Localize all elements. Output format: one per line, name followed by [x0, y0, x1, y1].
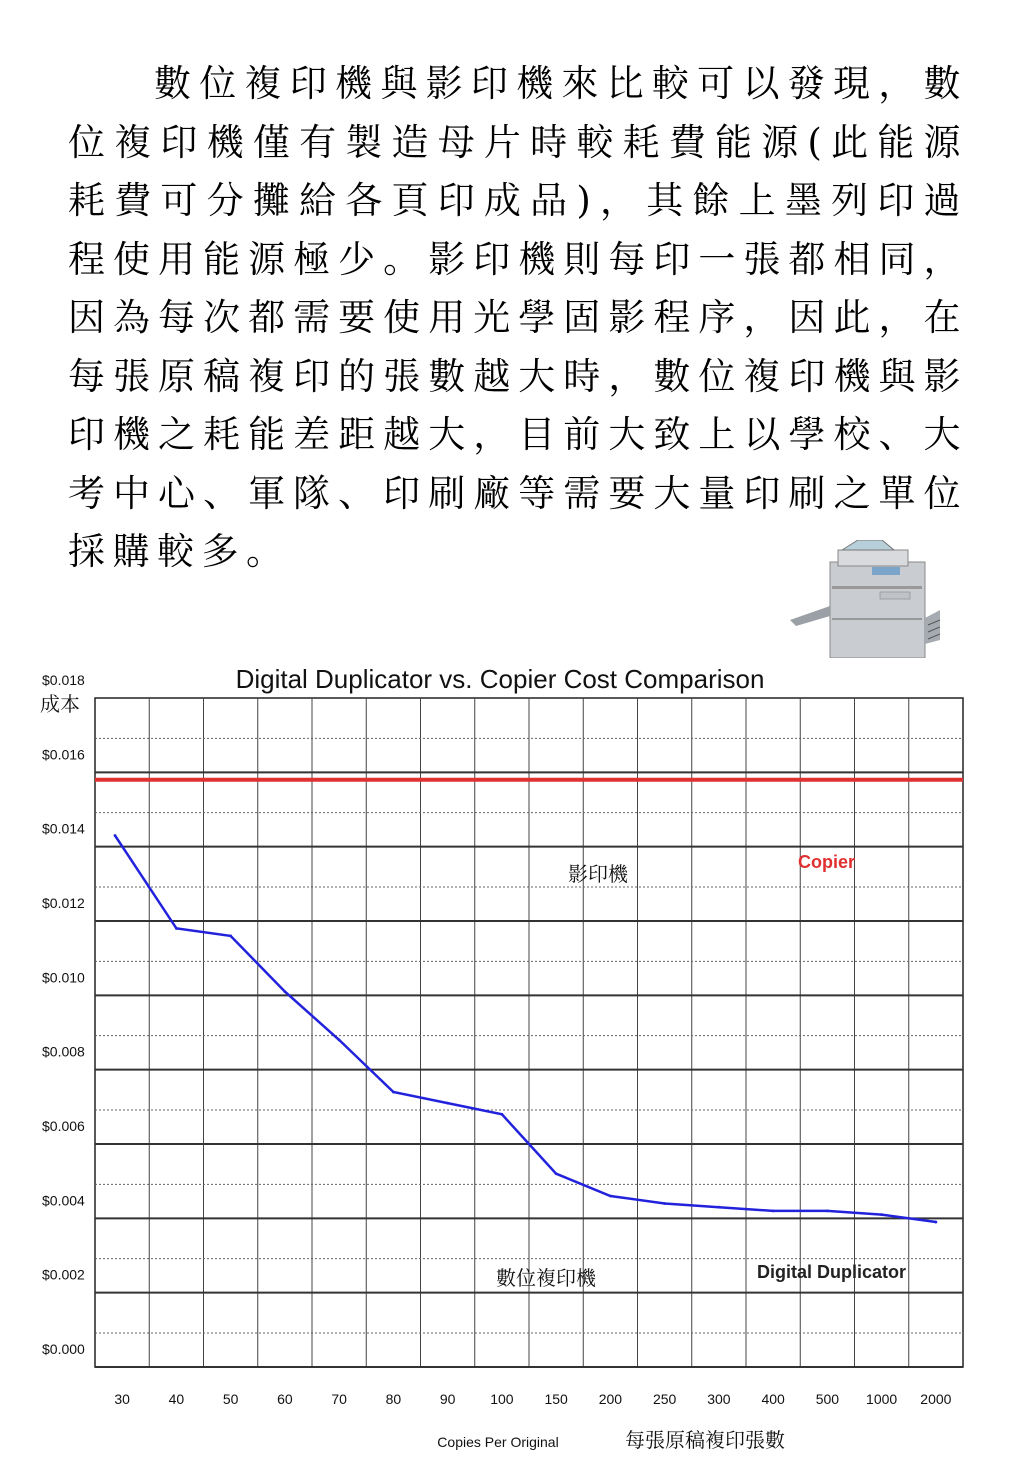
x-tick-label: 90 [439, 1391, 456, 1407]
data-point [772, 1210, 775, 1213]
x-tick-label: 40 [168, 1391, 185, 1407]
data-point [175, 927, 178, 930]
series-label-digital-duplicator: Digital Duplicator [757, 1262, 907, 1282]
x-tick-label: 2000 [920, 1391, 952, 1407]
x-tick-label: 400 [761, 1391, 785, 1407]
data-point [446, 1102, 449, 1105]
x-tick-label: 80 [385, 1391, 402, 1407]
x-tick-label: 60 [277, 1391, 293, 1407]
x-tick-labels [114, 1391, 951, 1407]
data-point [717, 1206, 720, 1209]
data-point [555, 1172, 558, 1175]
x-axis-label: Copies Per Original [437, 1434, 559, 1450]
data-point [663, 1202, 666, 1205]
y-tick-label: $0.004 [42, 1192, 85, 1209]
x-tick-label: 150 [544, 1391, 568, 1407]
x-tick-label: 50 [222, 1391, 239, 1407]
x-tick-label: 250 [652, 1391, 677, 1407]
x-tick-label: 30 [114, 1391, 130, 1407]
duplicator-machine-photo [790, 540, 940, 658]
data-point [114, 834, 117, 837]
y-tick-label: $0.002 [42, 1266, 85, 1283]
series-label-copier-zh: 影印機 [568, 862, 628, 886]
y-tick-label: $0.010 [42, 969, 85, 986]
series-label-copier: Copier [798, 852, 856, 872]
data-point [283, 990, 286, 993]
y-tick-label: $0.008 [42, 1043, 85, 1060]
y-axis-label: 成本 [40, 692, 80, 716]
series-line-digital-duplicator [115, 836, 936, 1223]
data-point [609, 1195, 612, 1198]
y-tick-label: $0.016 [42, 746, 85, 763]
data-point [880, 1213, 883, 1216]
data-point [826, 1210, 829, 1213]
y-tick-label: $0.012 [42, 895, 85, 911]
description-paragraph: 數位複印機與影印機來比較可以發現，數位複印機僅有製造母片時較耗費能源(此能源耗費可分攤給各頁印成品)，其餘上墨列印過程使用能源極少。影印機則每印一張都相同，因為每次都需要使用光學固影程序，因此，在每張原稿複印的張數越大時，數位複印機與影印機之耗能差距越大，目前大致上以學校、大考中心、軍隊、印刷廠等需要大量印刷之單位採購較多。 [68, 62, 968, 573]
x-tick-label: 300 [707, 1391, 731, 1407]
x-tick-label: 1000 [866, 1391, 898, 1407]
y-tick-label: $0.014 [42, 820, 85, 837]
data-point [392, 1091, 395, 1094]
x-tick-label: 70 [331, 1391, 347, 1407]
y-tick-label: $0.000 [42, 1341, 85, 1357]
x-axis-label-zh: 每張原稿複印張數 [625, 1428, 785, 1452]
x-tick-label: 100 [490, 1391, 514, 1407]
data-point [934, 1221, 937, 1224]
x-tick-label: 500 [815, 1391, 840, 1407]
chart-title: Digital Duplicator vs. Copier Cost Comparison [235, 664, 765, 694]
data-point [338, 1039, 341, 1042]
cost-comparison-chart [0, 650, 1024, 1479]
series-label-duplicator-zh: 數位複印機 [496, 1266, 596, 1290]
y-tick-labels [42, 672, 85, 1357]
y-tick-label: $0.018 [42, 672, 85, 688]
y-tick-label: $0.006 [42, 1118, 85, 1134]
data-point [500, 1113, 503, 1116]
data-point [229, 934, 232, 937]
x-tick-label: 200 [598, 1391, 623, 1407]
